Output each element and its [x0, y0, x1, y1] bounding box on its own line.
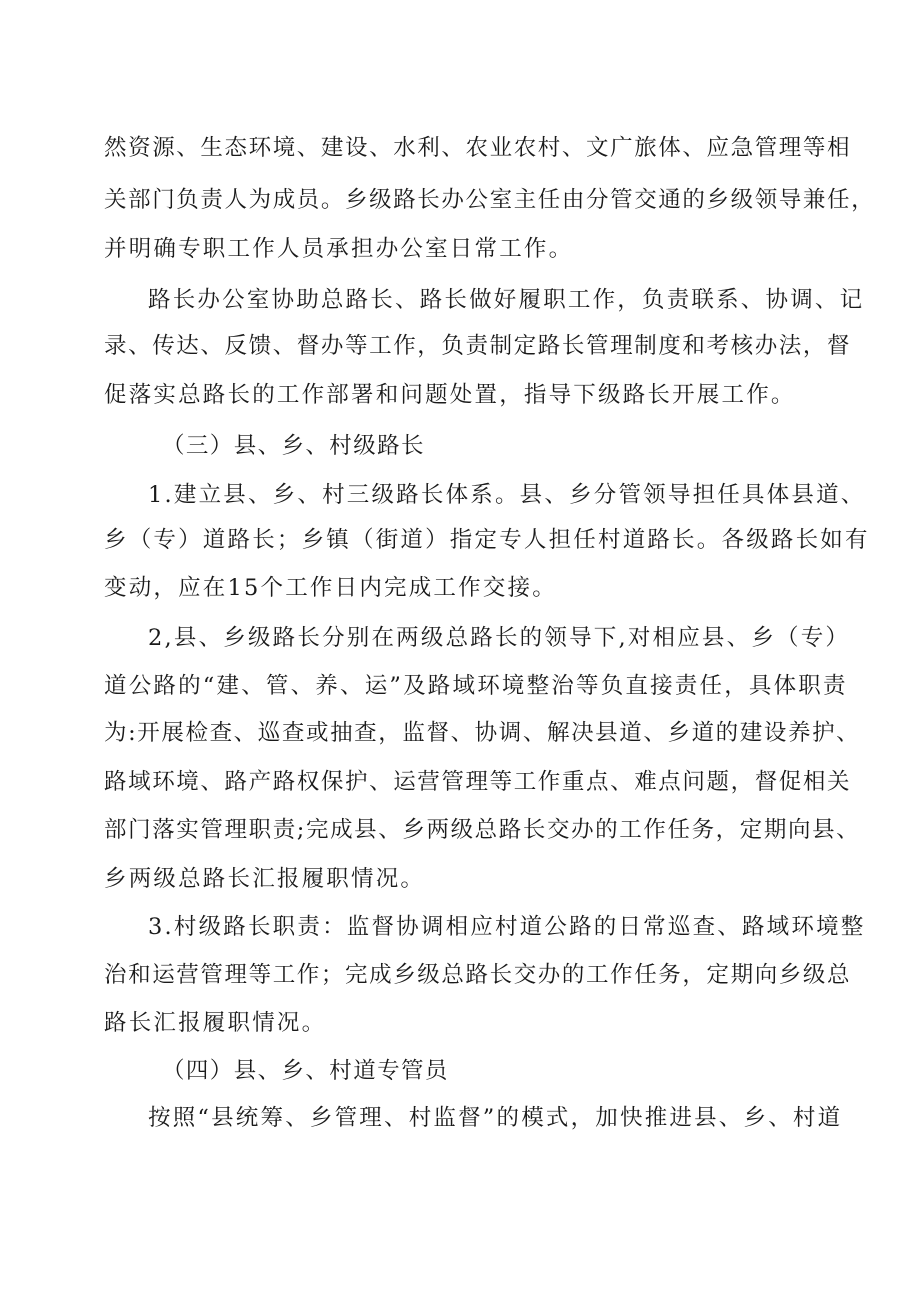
- item-2-line-1: 2,县、乡级路长分别在两级总路长的领导下,对相应县、乡（专）: [148, 625, 851, 651]
- item-3-line-2: 治和运营管理等工作；完成乡级总路长交办的工作任务，定期向乡级总: [104, 962, 852, 988]
- item-2-line-6: 乡两级总路长汇报履职情况。: [104, 866, 426, 892]
- section-heading-four: （四）县、乡、村道专管员: [162, 1058, 449, 1084]
- item-3-line-3: 路长汇报履职情况。: [104, 1010, 327, 1036]
- section-heading-three: （三）县、乡、村级路长: [162, 433, 425, 459]
- paragraph-line-3: 促落实总路长的工作部署和问题处置，指导下级路长开展工作。: [104, 382, 796, 408]
- item-2-line-2: 道公路的“建、管、养、运”及路域环境整治等负直接责任，具体职责: [104, 673, 848, 699]
- paragraph-line-1: 路长办公室协助总路长、路长做好履职工作，负责联系、协调、记: [148, 287, 865, 313]
- item-2-line-5: 部门落实管理职责;完成县、乡两级总路长交办的工作任务，定期向县、: [104, 817, 861, 843]
- text-line-1: 然资源、生态环境、建设、水利、农业农村、文广旅体、应急管理等相: [104, 135, 852, 161]
- item-1-line-3: 变动，应在15个工作日内完成工作交接。: [104, 575, 557, 601]
- item-1-line-2: 乡（专）道路长；乡镇（街道）指定专人担任村道路长。各级路长如有: [104, 527, 870, 553]
- item-2-line-3: 为:开展检查、巡查或抽查，监督、协调、解决县道、乡道的建设养护、: [104, 720, 861, 746]
- paragraph-line-2: 录、传达、反馈、督办等工作，负责制定路长管理制度和考核办法，督: [104, 333, 852, 359]
- paragraph-four-line-1: 按照“县统筹、乡管理、村监督”的模式，加快推进县、乡、村道: [148, 1105, 843, 1131]
- item-2-line-4: 路域环境、路产路权保护、运营管理等工作重点、难点问题，督促相关: [104, 769, 852, 795]
- text-line-3: 并明确专职工作人员承担办公室日常工作。: [104, 236, 574, 262]
- item-3-line-1: 3.村级路长职责：监督协调相应村道公路的日常巡查、路域环境整: [148, 914, 866, 940]
- text-line-2: 关部门负责人为成员。乡级路长办公室主任由分管交通的乡级领导兼任，: [104, 187, 876, 213]
- item-1-line-1: 1.建立县、乡、村三级路长体系。县、乡分管领导担任具体县道、: [148, 482, 866, 508]
